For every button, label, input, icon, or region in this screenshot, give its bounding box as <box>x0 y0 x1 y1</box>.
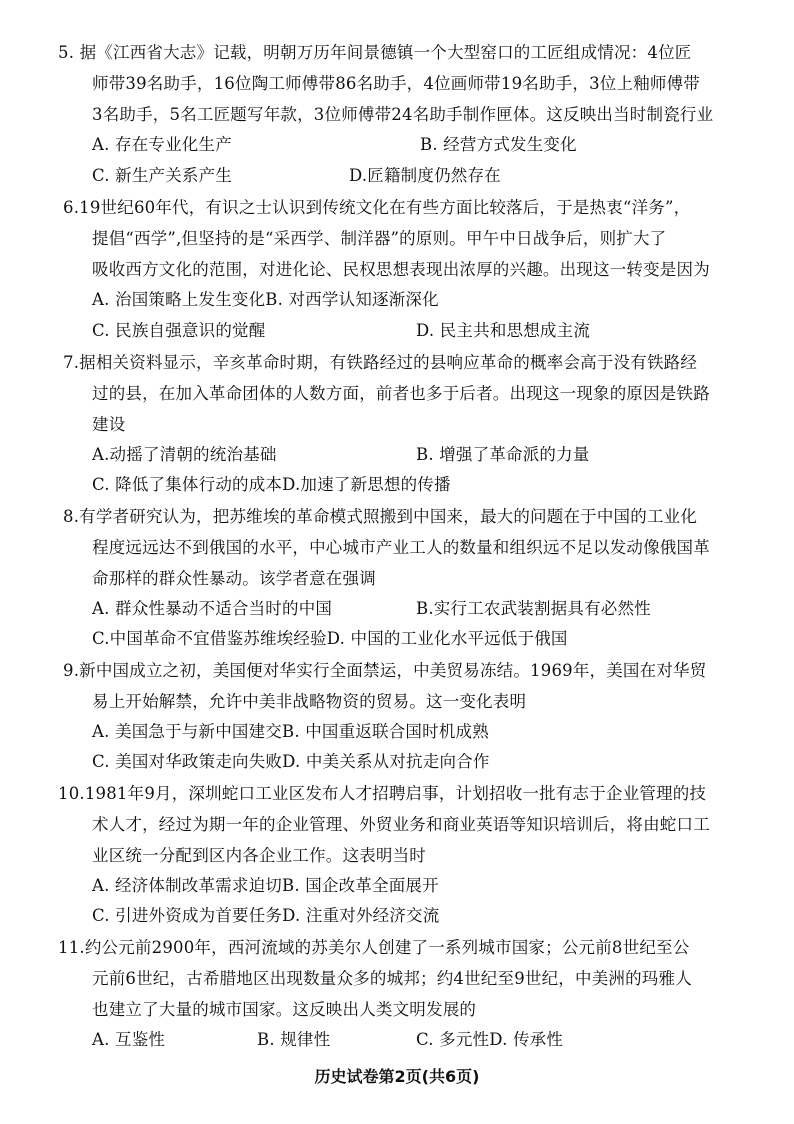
question-10-option-cd: C. 引进外资成为首要任务D. 注重对外经济交流 <box>92 906 440 925</box>
question-8-line-2: 程度远远达不到俄国的水平，中心城市产业工人的数量和组织远不足以发动像俄国革 <box>92 538 710 557</box>
page-footer: 历史试卷第2页(共6页) <box>314 1067 480 1086</box>
question-11-option-a: A. 互鉴性 <box>92 1030 166 1049</box>
question-11-line-3: 也建立了大量的城市国家。这反映出人类文明发展的 <box>92 1000 477 1019</box>
question-5-option-c: C. 新生产关系产生 <box>92 166 233 185</box>
question-9-option-cd: C. 美国对华政策走向失败D. 中美关系从对抗走向合作 <box>92 752 490 771</box>
question-7-line-1: 7.据相关资料显示，辛亥革命时期，有铁路经过的县响应革命的概率会高于没有铁路经 <box>63 353 698 372</box>
question-8-line-1: 8.有学者研究认为，把苏维埃的革命模式照搬到中国来，最大的问题在于中国的工业化 <box>63 507 698 526</box>
question-10-line-2: 术人才，经过为期一年的企业管理、外贸业务和商业英语等知识培训后，将由蛇口工 <box>92 815 710 834</box>
question-6-line-3: 吸收西方文化的范围，对进化论、民权思想表现出浓厚的兴趣。出现这一转变是因为 <box>92 260 710 279</box>
question-11-option-cd: C. 多元性D. 传承性 <box>416 1030 564 1049</box>
question-9-line-1: 9.新中国成立之初，美国便对华实行全面禁运，中美贸易冻结。1969年，美国在对华贸 <box>63 661 707 680</box>
question-10-line-3: 业区统一分配到区内各企业工作。这表明当时 <box>92 846 426 865</box>
question-8-option-a: A. 群众性暴动不适合当时的中国 <box>92 599 333 618</box>
question-10-option-ab: A. 经济体制改革需求迫切B. 国企改革全面展开 <box>92 876 439 895</box>
question-8-option-b: B.实行工农武装割据具有必然性 <box>416 599 651 618</box>
question-7-line-2: 过的县，在加入革命团体的人数方面，前者也多于后者。出现这一现象的原因是铁路 <box>92 384 710 403</box>
question-6-line-2: 提倡“西学”,但坚持的是“采西学、制洋器”的原则。甲午中日战争后，则扩大了 <box>92 229 667 248</box>
question-5-option-a: A. 存在专业化生产 <box>92 135 232 154</box>
question-11-line-1: 11.约公元前2900年，西河流域的苏美尔人创建了一系列城市国家；公元前8世纪至公 <box>58 938 690 957</box>
question-9-line-2: 易上开始解禁，允许中美非战略物资的贸易。这一变化表明 <box>92 692 527 711</box>
question-6-option-d: D. 民主共和思想成主流 <box>416 321 591 340</box>
question-7-option-b: B. 增强了革命派的力量 <box>416 445 590 464</box>
question-11-line-2: 元前6世纪，古希腊地区出现数量众多的城邦；约4世纪至9世纪，中美洲的玛雅人 <box>92 969 692 988</box>
question-5-line-1: 5. 据《江西省大志》记载，明朝万历年间景德镇一个大型窑口的工匠组成情况：4位匠 <box>58 43 692 62</box>
question-11-option-b: B. 规律性 <box>257 1030 331 1049</box>
question-7-line-3: 建设 <box>92 415 126 434</box>
question-6-option-c: C. 民族自强意识的觉醒 <box>92 321 266 340</box>
question-10-line-1: 10.1981年9月，深圳蛇口工业区发布人才招聘启事，计划招收一批有志于企业管理的技 <box>58 784 707 803</box>
question-5-line-2: 师带39名助手，16位陶工师傅带86名助手，4位画师带19名助手，3位上釉师傅带 <box>92 74 700 93</box>
question-8-option-cd: C.中国革命不宜借鉴苏维埃经验D. 中国的工业化水平远低于俄国 <box>92 629 568 648</box>
question-6-option-ab: A. 治国策略上发生变化B. 对西学认知逐渐深化 <box>92 290 439 309</box>
question-7-option-a: A.动摇了清朝的统治基础 <box>92 445 277 464</box>
question-5-option-b: B. 经营方式发生变化 <box>420 135 577 154</box>
question-6-line-1: 6.19世纪60年代，有识之士认识到传统文化在有些方面比较落后，于是热衷“洋务”， <box>63 198 691 217</box>
question-5-line-3: 3名助手，5名工匠题写年款，3位师傅带24名助手制作匣体。这反映出当时制瓷行业 <box>92 105 714 124</box>
question-5-option-d: D.匠籍制度仍然存在 <box>349 166 501 185</box>
question-7-option-cd: C. 降低了集体行动的成本D.加速了新思想的传播 <box>92 475 451 494</box>
question-9-option-ab: A. 美国急于与新中国建交B. 中国重返联合国时机成熟 <box>92 722 489 741</box>
question-8-line-3: 命那样的群众性暴动。该学者意在强调 <box>92 569 376 588</box>
